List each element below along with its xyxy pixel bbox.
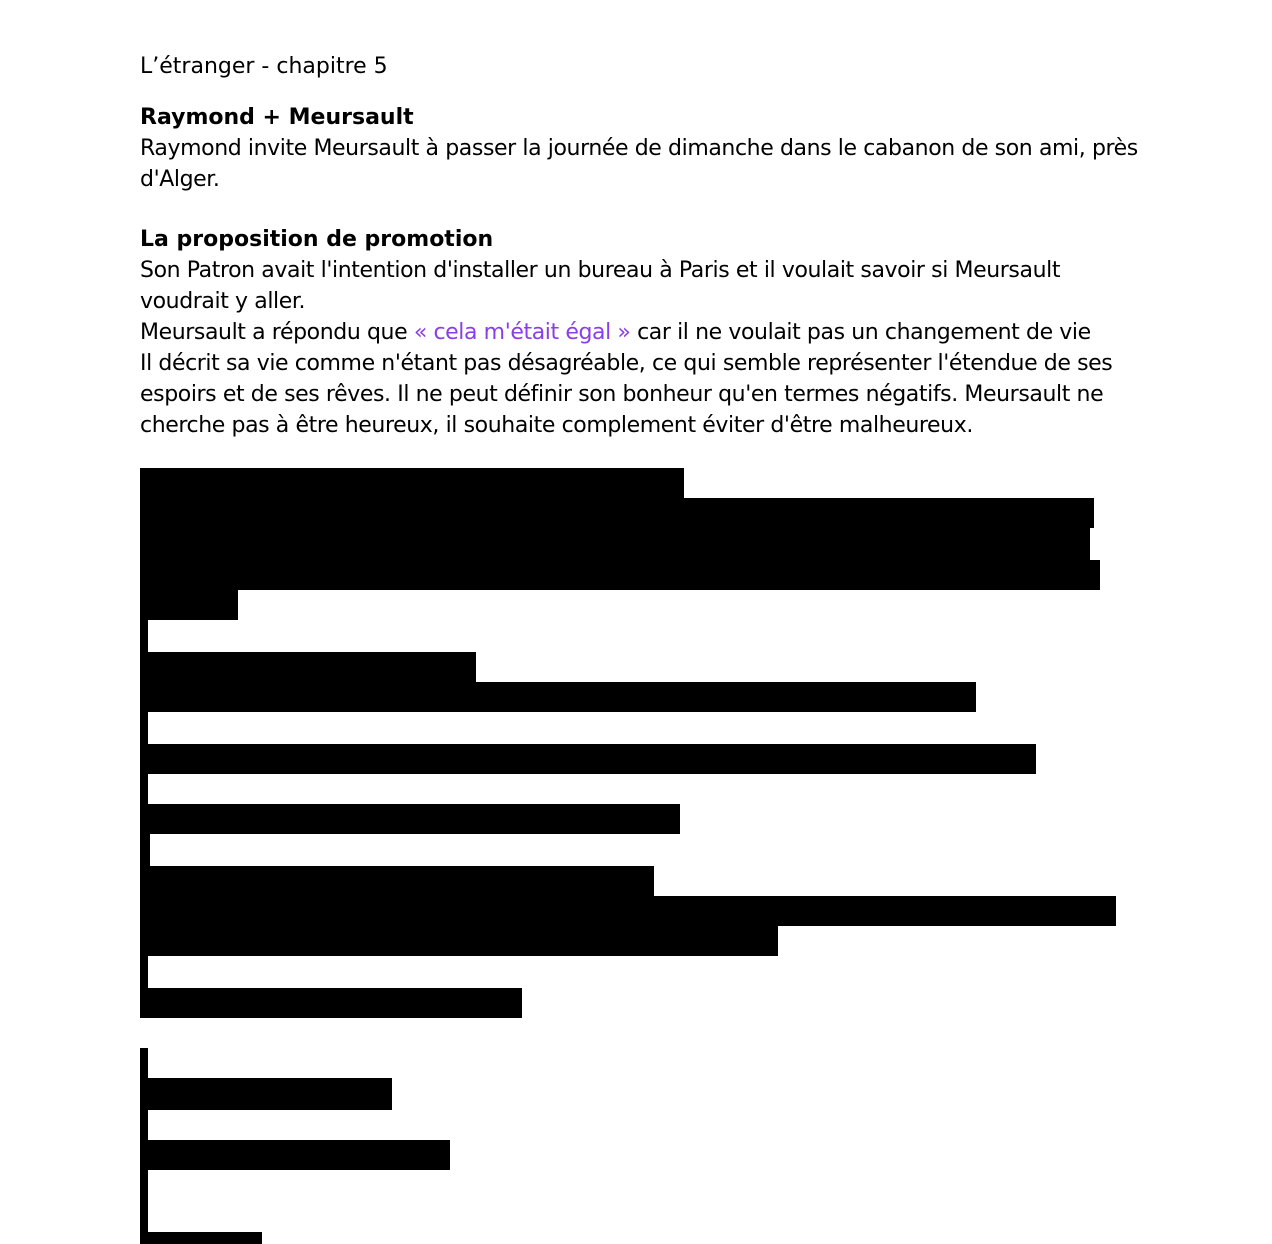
redaction-bar bbox=[140, 773, 148, 804]
redaction-bar bbox=[140, 1048, 148, 1079]
redaction-bar bbox=[140, 498, 1094, 528]
redaction-bar bbox=[140, 925, 778, 956]
redaction-bar bbox=[140, 560, 1100, 590]
quote-line-before: Meursault a répondu que bbox=[140, 320, 414, 345]
redaction-bar bbox=[140, 1140, 450, 1170]
quote-line bbox=[140, 317, 1140, 348]
redaction-bar bbox=[140, 1109, 148, 1140]
redaction-bar bbox=[140, 955, 148, 988]
redaction-bar bbox=[140, 589, 238, 620]
document-title: L’étranger - chapitre 5 bbox=[140, 54, 388, 79]
quote-line-after: car il ne voulait pas un changement de vie bbox=[630, 320, 1091, 345]
redaction-bar bbox=[140, 619, 148, 652]
redaction-bar bbox=[140, 652, 476, 683]
redaction-bar bbox=[140, 866, 654, 897]
redaction-bar bbox=[140, 1169, 148, 1233]
section-raymond-meursault bbox=[140, 102, 1140, 195]
highlighted-quote: « cela m'était égal » bbox=[413, 320, 631, 345]
redaction-bar bbox=[140, 1232, 262, 1244]
redaction-bar bbox=[140, 804, 680, 834]
redaction-bar bbox=[140, 896, 1116, 926]
paragraph-line: Son Patron avait l'intention d'installer un bureau à Paris et il voulait savoir si Meursault bbox=[140, 258, 1061, 283]
paragraph-line: Raymond invite Meursault à passer la journée de dimanche dans le cabanon de son ami, près bbox=[140, 136, 1138, 161]
redaction-bar bbox=[140, 744, 1036, 774]
section-promotion bbox=[140, 224, 1140, 441]
redaction-bar bbox=[140, 833, 150, 866]
paragraph-line: Il décrit sa vie comme n'étant pas désagréable, ce qui semble représenter l'étendue de ses bbox=[140, 351, 1113, 376]
redaction-bar bbox=[140, 1078, 392, 1110]
redaction-bar bbox=[140, 468, 684, 500]
redaction-bar bbox=[140, 527, 1090, 561]
paragraph-line: cherche pas à être heureux, il souhaite complement éviter d'être malheureux. bbox=[140, 413, 973, 438]
section-heading: Raymond + Meursault bbox=[140, 105, 414, 130]
section-heading: La proposition de promotion bbox=[140, 227, 494, 252]
paragraph-line: espoirs et de ses rêves. Il ne peut définir son bonheur qu'en termes négatifs. Meursault ne bbox=[140, 382, 1104, 407]
redaction-bar bbox=[140, 682, 976, 712]
redaction-bar bbox=[140, 988, 522, 1018]
paragraph-line: voudrait y aller. bbox=[140, 289, 306, 314]
paragraph-line: d'Alger. bbox=[140, 167, 220, 192]
redaction-bar bbox=[140, 711, 148, 744]
